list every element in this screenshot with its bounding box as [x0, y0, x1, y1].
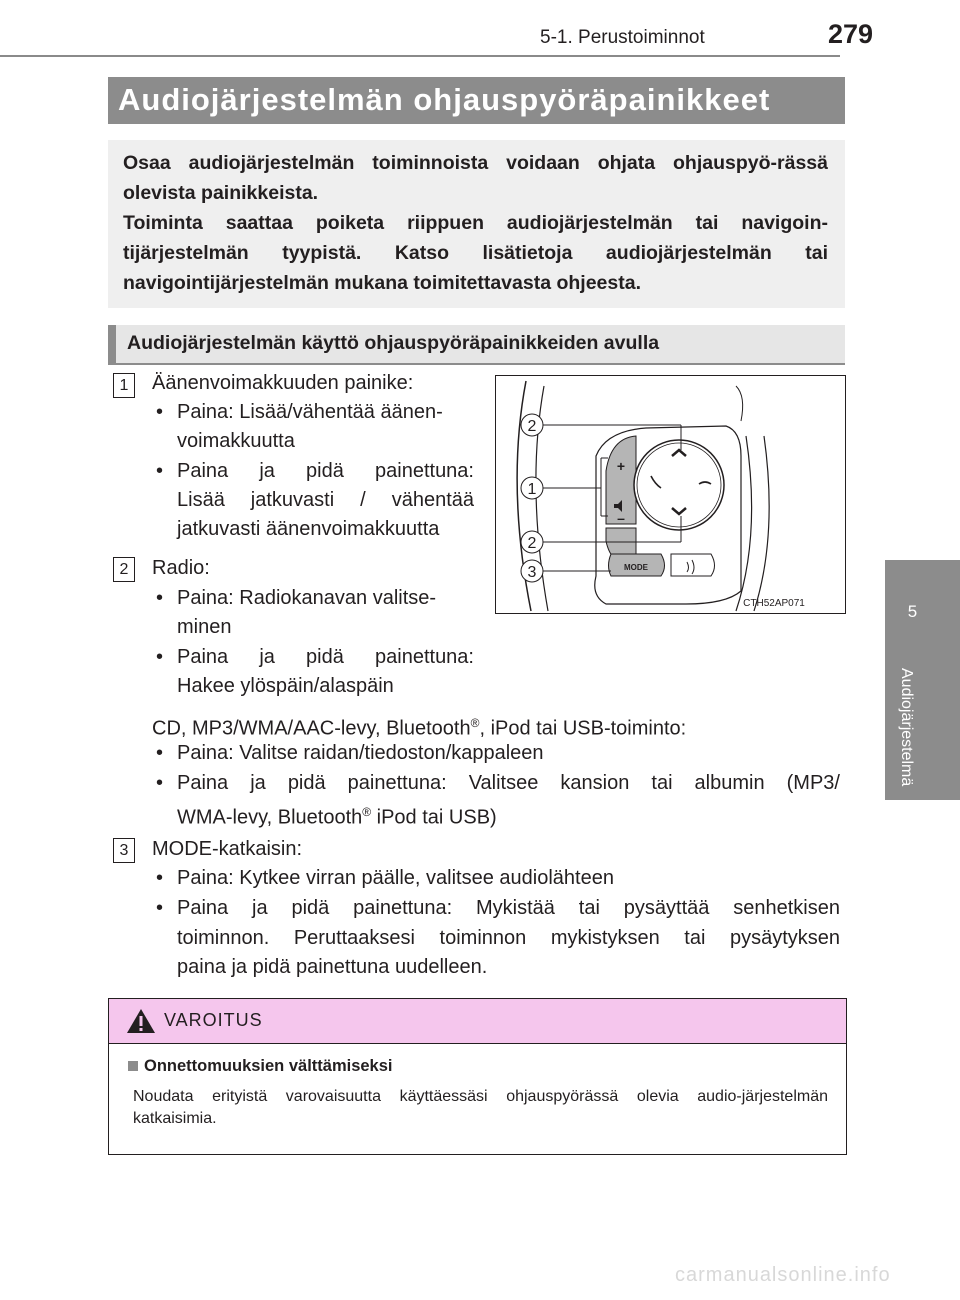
item-number-1: 1	[113, 373, 135, 398]
steering-wheel-illustration	[496, 376, 845, 613]
page-title: Audiojärjestelmän ohjauspyöräpainikkeet	[118, 82, 771, 117]
steering-switch-figure	[495, 375, 846, 614]
figure-code: CTH52AP071	[743, 598, 805, 609]
warning-header	[109, 999, 846, 1044]
item-3-bullet-2c: paina ja pidä painettuna uudelleen.	[177, 956, 488, 978]
square-bullet-icon	[128, 1061, 138, 1071]
item-1-bullet-2b: Lisää jatkuvasti / vähentää	[177, 489, 474, 511]
volume-plus-symbol: +	[616, 458, 626, 474]
section-title: 5-1. Perustoiminnot	[540, 27, 705, 48]
item-2-title: Radio:	[152, 557, 210, 579]
page-number: 279	[828, 19, 874, 49]
bullet-dot: •	[156, 867, 164, 889]
bullet-dot: •	[156, 772, 164, 794]
item-2-bullet-2b: Hakee ylöspäin/alaspäin	[177, 675, 394, 697]
callout-label: 3	[527, 564, 537, 581]
warning-title: VAROITUS	[164, 1010, 263, 1030]
item-2-bullet-4a: Paina ja pidä painettuna: Valitsee kansion tai albumin (MP3/	[177, 772, 840, 794]
bullet-dot: •	[156, 401, 164, 423]
bullet-dot: •	[156, 587, 164, 609]
subheading: Audiojärjestelmän käyttö ohjauspyöräpainikkeiden avulla	[127, 332, 660, 354]
item-1-bullet-2a: Paina ja pidä painettuna:	[177, 460, 474, 482]
cd-heading: CD, MP3/WMA/AAC-levy, Bluetooth®, iPod tai USB-toiminto:	[152, 716, 687, 740]
item-number-2: 2	[113, 557, 135, 582]
item-2-bullet-1a: Paina: Radiokanavan valitse-	[177, 587, 437, 609]
bullet-dot: •	[156, 646, 164, 668]
callout-label: 1	[527, 481, 537, 498]
warning-subtitle: Onnettomuuksien välttämiseksi	[128, 1057, 393, 1076]
item-2-bullet-4b: WMA-levy, Bluetooth® iPod tai USB)	[177, 805, 497, 829]
warning-box	[108, 998, 847, 1155]
subheading-accent	[108, 325, 116, 363]
callout-label: 2	[527, 535, 537, 552]
item-1-bullet-2c: jatkuvasti äänenvoimakkuutta	[177, 518, 440, 540]
intro-paragraph-2: Toiminta saattaa poiketa riippuen audiojärjestelmän tai navigoin-tijärjestelmän tyypistä. Katso lisätietoja audiojärjestelmän tai navigointijärjestelmän mukana toimitettavasta ohjeesta.	[123, 212, 828, 294]
item-3-bullet-2a: Paina ja pidä painettuna: Mykistää tai pysäyttää senhetkisen	[177, 897, 840, 919]
callout-label: 2	[527, 418, 537, 435]
header-rule	[0, 0, 840, 57]
volume-minus-symbol: –	[617, 510, 625, 526]
bullet-dot: •	[156, 897, 164, 919]
item-2-bullet-1b: minen	[177, 616, 232, 638]
intro-box	[108, 140, 845, 308]
mode-button-label: MODE	[624, 563, 648, 572]
item-3-title: MODE-katkaisin:	[152, 838, 303, 860]
item-1-bullet-1b: voimakkuutta	[177, 430, 295, 452]
control-pad	[634, 440, 724, 530]
warning-body: Noudata erityistä varovaisuutta käyttäessäsi ohjauspyörässä olevia audio-järjestelmän katkaisimia.	[133, 1088, 828, 1127]
chapter-number: 5	[907, 602, 918, 621]
bullet-dot: •	[156, 460, 164, 482]
item-number-3: 3	[113, 838, 135, 863]
warning-triangle-icon	[126, 1008, 156, 1034]
watermark: carmanualsonline.info	[675, 1264, 891, 1286]
intro-paragraph-1: Osaa audiojärjestelmän toiminnoista voidaan ohjata ohjauspyö-rässä olevista painikkeista.	[123, 152, 828, 204]
item-2-bullet-2a: Paina ja pidä painettuna:	[177, 646, 474, 668]
item-3-bullet-2b: toiminnon. Peruttaaksesi toiminnon mykistyksen tai pysäytyksen	[177, 927, 840, 949]
item-3-bullet-1: Paina: Kytkee virran päälle, valitsee audiolähteen	[177, 867, 614, 889]
item-2-bullet-3: Paina: Valitse raidan/tiedoston/kappaleen	[177, 742, 544, 764]
bullet-dot: •	[156, 742, 164, 764]
item-1-title: Äänenvoimakkuuden painike:	[152, 372, 414, 394]
item-1-bullet-1a: Paina: Lisää/vähentää äänen-	[177, 401, 443, 423]
chapter-label: Audiojärjestelmä	[898, 668, 915, 787]
